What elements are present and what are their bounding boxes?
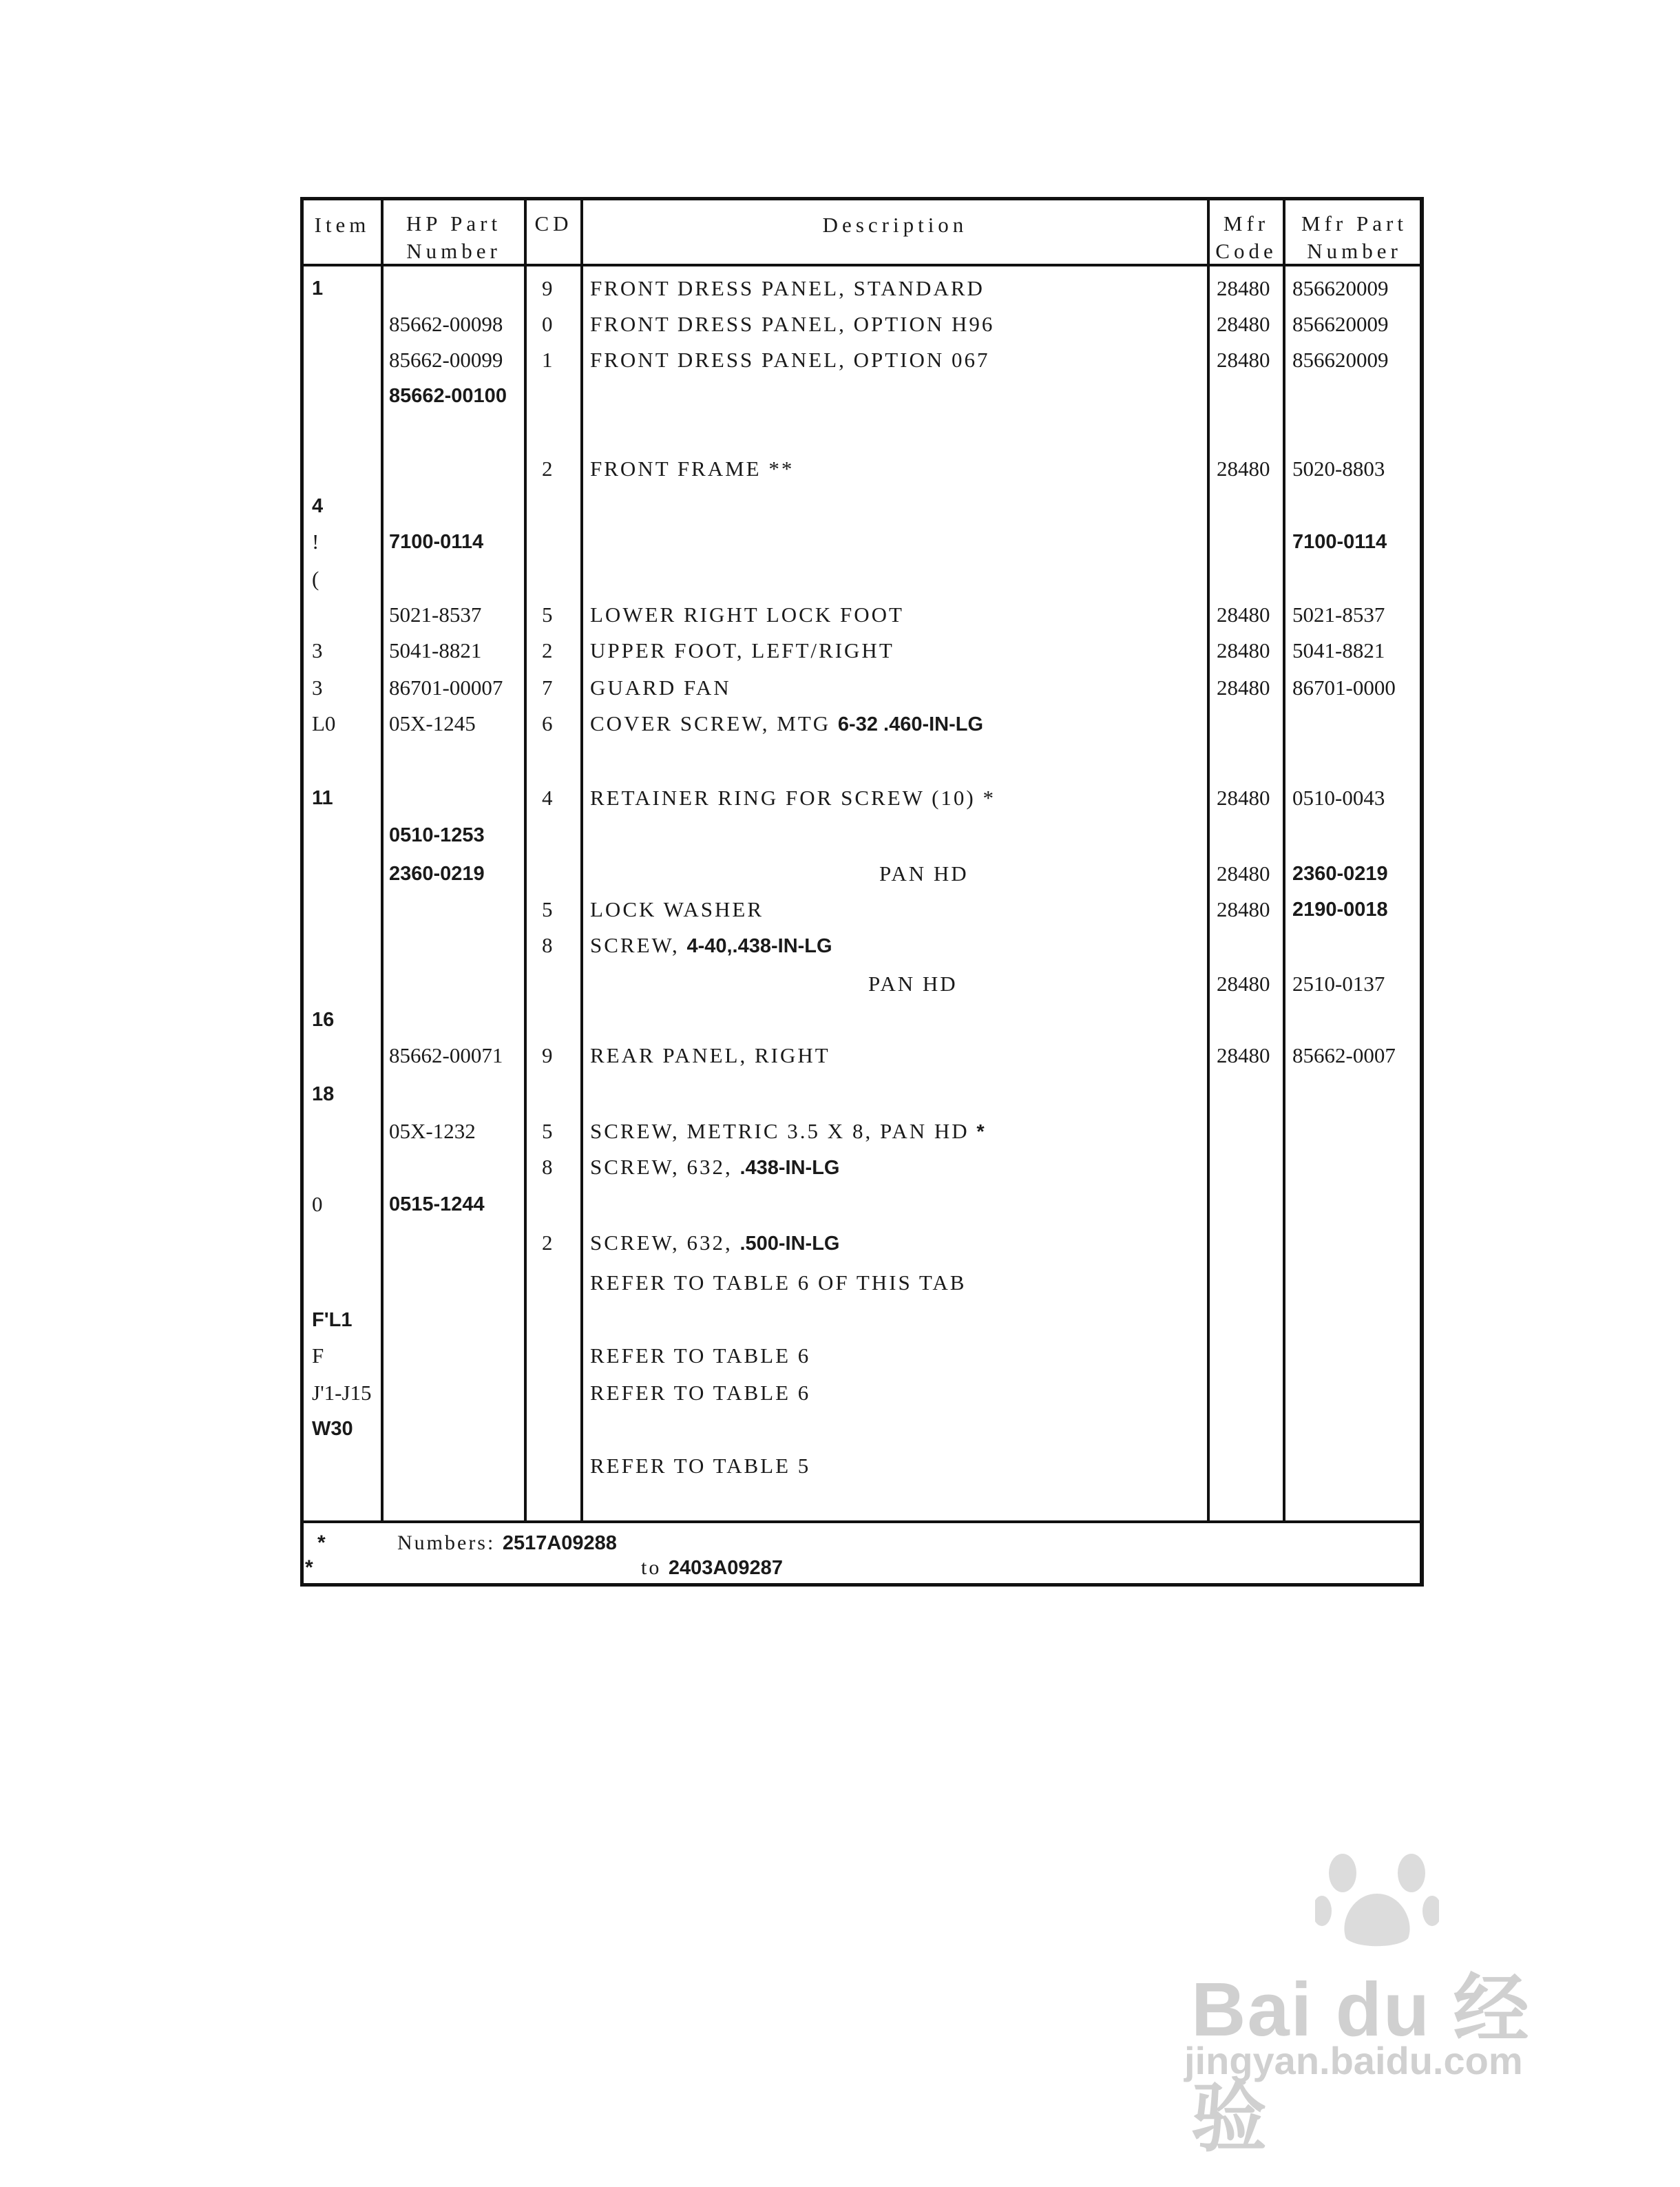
description-spec: 6-32 .460-IN-LG — [837, 713, 984, 735]
description-text: PAN HD — [868, 972, 958, 996]
description-text: COVER SCREW, MTG — [590, 711, 838, 735]
cd-cell: 7 — [542, 676, 553, 700]
hp-part-number-cell: 85662-00071 — [389, 1043, 503, 1067]
description-cell — [590, 1229, 839, 1257]
column-divider — [580, 200, 583, 1520]
description-cell — [590, 1118, 985, 1146]
mfr-code-cell: 28480 — [1217, 638, 1270, 662]
description-text: FRONT DRESS PANEL, OPTION 067 — [590, 348, 990, 372]
description-text: REFER TO TABLE 6 OF THIS TAB — [590, 1270, 967, 1295]
item-number-cell: ( — [312, 567, 319, 591]
hp-part-number-cell: 86701-00007 — [389, 676, 503, 700]
description-text: REFER TO TABLE 6 — [590, 1381, 811, 1405]
mfr-part-number-cell: 86701-0000 — [1292, 676, 1396, 700]
description-cell — [590, 1153, 839, 1182]
watermark-brand: Bai du 经验 — [1191, 1967, 1531, 2161]
cd-cell: 8 — [542, 933, 553, 957]
hp-part-number-cell: 0510-1253 — [389, 824, 485, 846]
hp-part-number-cell: 05X-1245 — [389, 711, 476, 735]
header-item: Item — [314, 213, 370, 237]
description-text: PAN HD — [879, 861, 969, 886]
cd-cell: 6 — [542, 711, 553, 735]
footnote-label: to — [641, 1556, 669, 1579]
cd-cell: 2 — [542, 1231, 553, 1255]
description-cell — [590, 601, 904, 629]
description-cell — [590, 1342, 810, 1370]
mfr-part-number-cell: 0510-0043 — [1292, 786, 1385, 810]
mfr-code-cell: 28480 — [1217, 603, 1270, 627]
item-number-cell: 16 — [312, 1009, 335, 1031]
mfr-code-cell: 28480 — [1217, 676, 1270, 700]
hp-part-number-cell: 85662-00100 — [389, 385, 507, 407]
mfr-code-cell: 28480 — [1217, 312, 1270, 336]
mfr-code-cell: 28480 — [1217, 972, 1270, 996]
description-spec: * — [976, 1121, 985, 1143]
item-number-cell: 0 — [312, 1192, 323, 1216]
cd-cell: 5 — [542, 1119, 553, 1143]
description-cell — [590, 1452, 810, 1480]
mfr-part-number-cell: 856620009 — [1292, 348, 1389, 372]
cd-cell: 4 — [542, 786, 553, 810]
description-cell — [879, 860, 969, 888]
item-number-cell: 3 — [312, 676, 323, 700]
description-text: UPPER FOOT, LEFT/RIGHT — [590, 638, 894, 662]
mfr-part-number-cell: 2360-0219 — [1292, 863, 1388, 885]
hp-part-number-cell: 7100-0114 — [389, 531, 484, 553]
column-divider — [1207, 200, 1210, 1520]
item-number-cell: 18 — [312, 1083, 335, 1105]
description-text: REAR PANEL, RIGHT — [590, 1043, 830, 1067]
cd-cell: 8 — [542, 1155, 553, 1179]
description-text: FRONT DRESS PANEL, OPTION H96 — [590, 312, 995, 336]
description-text: RETAINER RING FOR SCREW (10) * — [590, 786, 996, 810]
description-spec: .438-IN-LG — [739, 1157, 840, 1179]
hp-part-number-cell: 5041-8821 — [389, 638, 482, 662]
description-text: FRONT FRAME ** — [590, 457, 795, 481]
footnote-label: Numbers: — [397, 1531, 503, 1554]
cd-cell: 0 — [542, 312, 553, 336]
hp-part-number-cell: 5021-8537 — [389, 603, 482, 627]
cd-cell: 2 — [542, 638, 553, 662]
item-number-cell: 11 — [312, 787, 333, 809]
paw-icon — [1315, 1845, 1439, 1949]
description-cell — [590, 275, 985, 302]
cd-cell: 2 — [542, 457, 553, 481]
footnote-serial: 2517A09288 — [502, 1532, 617, 1554]
mfr-code-cell: 28480 — [1217, 276, 1270, 300]
description-cell — [590, 784, 996, 812]
column-divider — [1283, 200, 1285, 1520]
footnote-text — [397, 1529, 617, 1557]
mfr-part-number-cell: 2190-0018 — [1292, 899, 1388, 921]
mfr-part-number-cell: 85662-0007 — [1292, 1043, 1396, 1067]
hp-part-number-cell: 2360-0219 — [389, 863, 485, 885]
mfr-code-cell: 28480 — [1217, 861, 1270, 886]
description-cell — [590, 637, 894, 665]
hp-part-number-cell: 85662-00098 — [389, 312, 503, 336]
description-spec: .500-IN-LG — [739, 1233, 840, 1255]
mfr-code-cell: 28480 — [1217, 897, 1270, 921]
description-text: GUARD FAN — [590, 676, 731, 700]
description-cell — [590, 346, 990, 374]
watermark-domain: jingyan.baidu.com — [1184, 2039, 1523, 2082]
description-cell — [590, 455, 794, 483]
mfr-part-number-cell: 5020-8803 — [1292, 457, 1385, 481]
description-cell — [590, 1042, 830, 1069]
description-text: LOWER RIGHT LOCK FOOT — [590, 603, 904, 627]
item-number-cell: F — [312, 1343, 324, 1368]
description-cell — [590, 311, 994, 338]
footnote-mark: * — [305, 1556, 313, 1579]
description-text: SCREW, METRIC 3.5 X 8, PAN HD — [590, 1119, 977, 1143]
footnote-mark: * — [317, 1531, 326, 1554]
description-cell — [590, 674, 731, 702]
description-cell — [590, 710, 983, 738]
item-number-cell: ! — [312, 530, 319, 554]
mfr-code-cell: 28480 — [1217, 1043, 1270, 1067]
description-cell — [590, 1269, 966, 1297]
item-number-cell: J'1-J15 — [312, 1381, 372, 1405]
header-mfr-code: Mfr Code — [1215, 211, 1277, 263]
hp-part-number-cell: 05X-1232 — [389, 1119, 476, 1143]
hp-part-number-cell: 85662-00099 — [389, 348, 503, 372]
footnote-text — [641, 1554, 783, 1582]
item-number-cell: W30 — [312, 1418, 353, 1440]
parts-table — [300, 197, 1424, 1587]
mfr-part-number-cell: 856620009 — [1292, 276, 1389, 300]
header-cd: CD — [534, 211, 573, 236]
item-number-cell: 4 — [312, 495, 324, 517]
description-text: REFER TO TABLE 6 — [590, 1343, 811, 1368]
watermark-logo — [1170, 1845, 1556, 2161]
mfr-part-number-cell: 2510-0137 — [1292, 972, 1385, 996]
item-number-cell: 3 — [312, 638, 323, 662]
cd-cell: 9 — [542, 1043, 553, 1067]
description-cell — [868, 970, 958, 998]
description-spec: 4-40,.438-IN-LG — [686, 935, 832, 957]
description-cell — [590, 932, 832, 960]
item-number-cell: 1 — [312, 278, 324, 300]
column-divider — [524, 200, 527, 1520]
hp-part-number-cell: 0515-1244 — [389, 1193, 485, 1215]
description-text: FRONT DRESS PANEL, STANDARD — [590, 276, 985, 300]
description-cell — [590, 1379, 810, 1407]
footnote-serial: 2403A09287 — [668, 1557, 783, 1579]
item-number-cell: L0 — [312, 711, 336, 735]
column-divider — [381, 200, 384, 1520]
description-text: SCREW, — [590, 933, 687, 957]
item-number-cell: F'L1 — [312, 1309, 353, 1331]
cd-cell: 1 — [542, 348, 553, 372]
mfr-code-cell: 28480 — [1217, 786, 1270, 810]
mfr-part-number-cell: 5041-8821 — [1292, 638, 1385, 662]
cd-cell: 9 — [542, 276, 553, 300]
description-text: LOCK WASHER — [590, 897, 764, 921]
cd-cell: 5 — [542, 897, 553, 921]
header-description: Description — [822, 213, 968, 237]
cd-cell: 5 — [542, 603, 553, 627]
header-mfr-part-number: Mfr Part Number — [1301, 211, 1407, 263]
description-cell — [590, 896, 764, 923]
description-text: SCREW, 632, — [590, 1231, 740, 1255]
mfr-part-number-cell: 856620009 — [1292, 312, 1389, 336]
description-text: REFER TO TABLE 5 — [590, 1454, 811, 1478]
header-hp-part-number: HP Part Number — [406, 211, 502, 263]
mfr-code-cell: 28480 — [1217, 457, 1270, 481]
mfr-part-number-cell: 5021-8537 — [1292, 603, 1385, 627]
mfr-code-cell: 28480 — [1217, 348, 1270, 372]
description-text: SCREW, 632, — [590, 1155, 740, 1179]
mfr-part-number-cell: 7100-0114 — [1292, 531, 1387, 553]
footer-divider — [304, 1520, 1420, 1523]
